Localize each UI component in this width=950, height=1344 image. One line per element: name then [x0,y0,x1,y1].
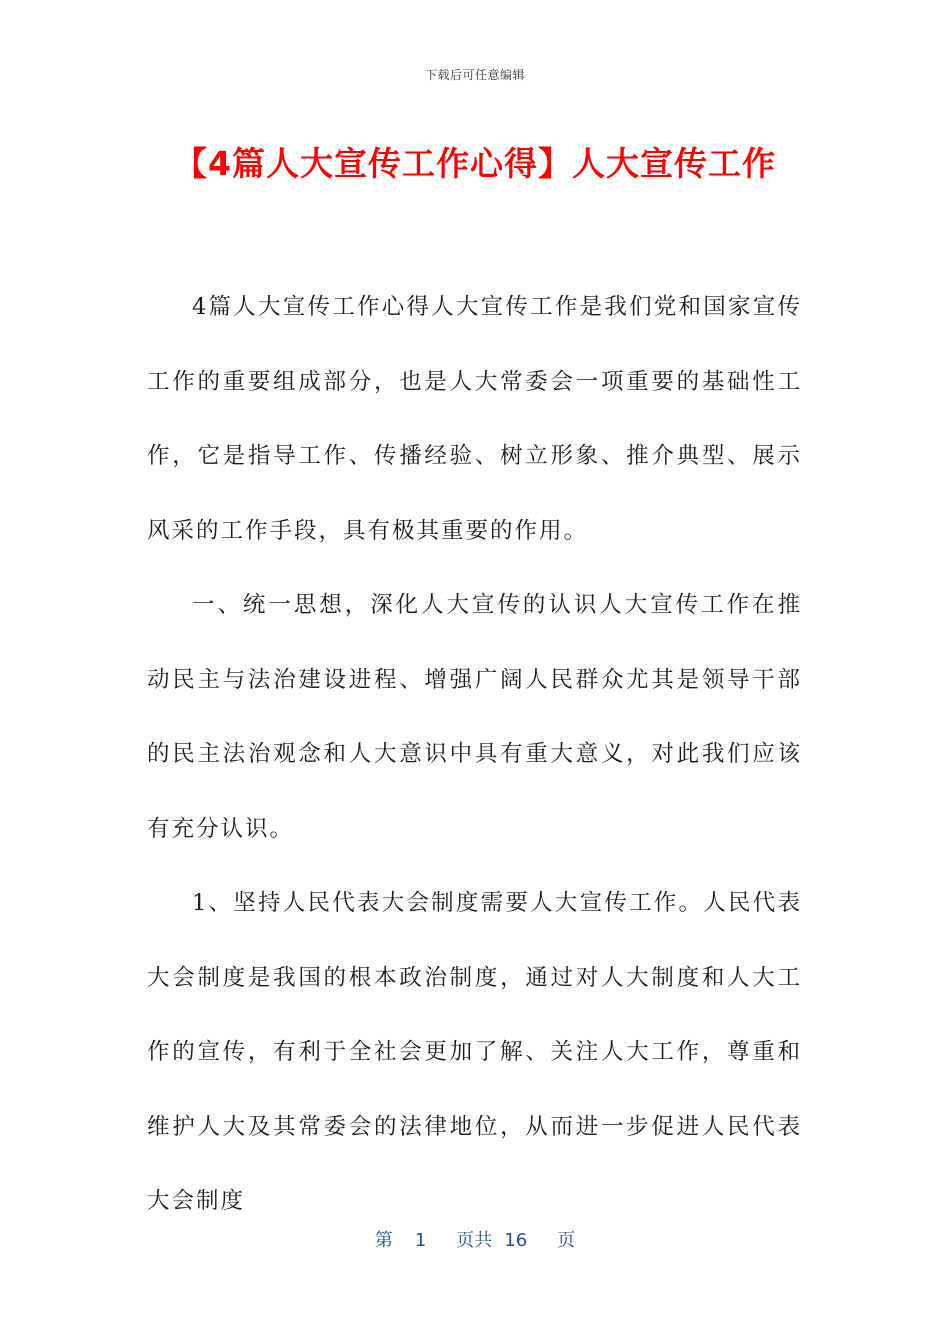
paragraph: 4篇人大宣传工作心得人大宣传工作是我们党和国家宣传工作的重要组成部分，也是人大常委会一项重要的基础性工作，它是指导工作、传播经验、树立形象、推介典型、展示风采的工作手段，具有极其重要的作用。 [147,294,802,544]
page-prefix: 第 [374,1230,393,1251]
paragraph: 一、统一思想，深化人大宣传的认识人大宣传工作在推动民主与法治建设进程、增强广阔人民群众尤其是领导干部的民主法治观念和人大意识中具有重大意义，对此我们应该有充分认识。 [147,592,802,842]
total-pages: 16 [504,1230,528,1251]
header-note: 下载后可任意编辑 [424,68,525,82]
document-body [147,270,802,1239]
document-title: 【4篇人大宣传工作心得】人大宣传工作 [174,144,776,183]
page-number: 1 [414,1230,427,1251]
page-footer [0,1226,950,1252]
page-suffix: 页 [557,1230,576,1251]
page-mid: 页共 [456,1230,493,1251]
paragraph: 1、坚持人民代表大会制度需要人大宣传工作。人民代表大会制度是我国的根本政治制度，通过对人大制度和人大工作的宣传，有利于全社会更加了解、关注人大工作，尊重和维护人大及其常委会的法律地位，从而进一步促进人民代表大会制度 [147,890,802,1214]
